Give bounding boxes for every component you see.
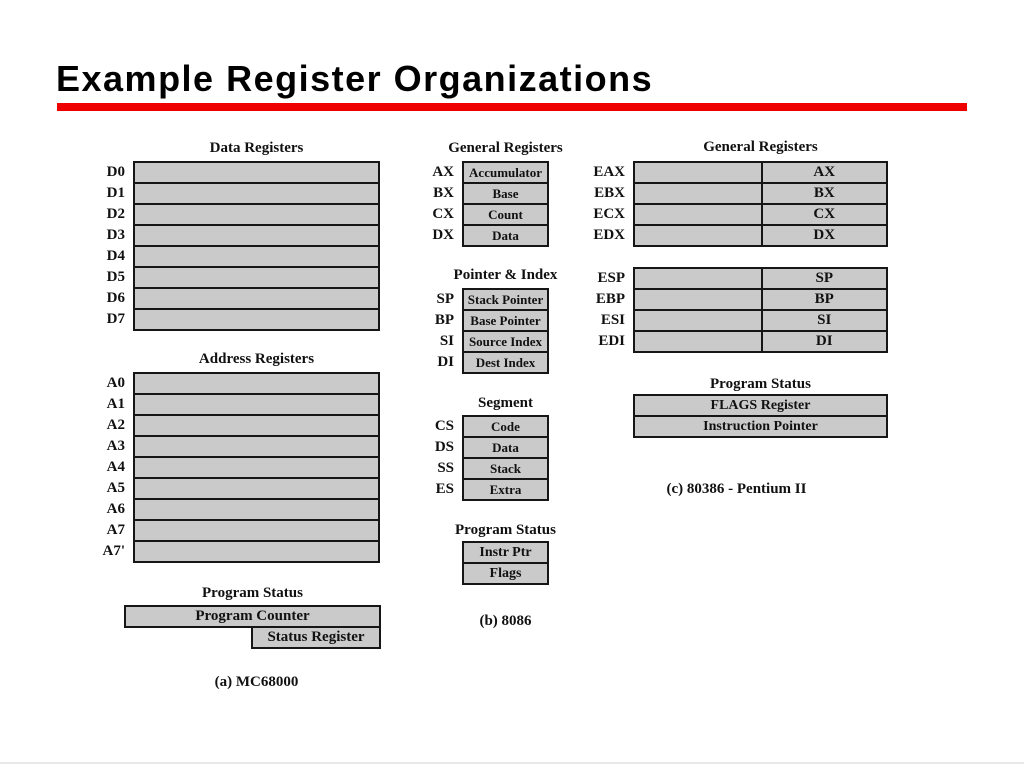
register-name-label: DS xyxy=(434,439,454,455)
register-box xyxy=(633,182,888,205)
register-row xyxy=(425,330,549,353)
caption-8086: (b) 8086 xyxy=(479,613,532,629)
register-box: FLAGS Register xyxy=(633,394,888,417)
i8086-general-registers-group xyxy=(425,161,549,247)
register-name-label: A6 xyxy=(106,501,125,517)
register-row xyxy=(90,245,380,268)
caption-mc68000: (a) MC68000 xyxy=(214,674,299,690)
register-row xyxy=(633,415,888,438)
register-name-label: D3 xyxy=(106,227,125,243)
register-extended-half xyxy=(635,163,761,182)
i80386-general-registers-group xyxy=(585,161,888,247)
register-extended-half xyxy=(635,311,761,330)
program-counter-box: Program Counter xyxy=(124,605,381,628)
address-registers-group xyxy=(90,372,380,563)
register-row xyxy=(585,182,888,205)
register-row xyxy=(90,266,380,289)
register-row xyxy=(585,161,888,184)
register-box xyxy=(133,498,380,521)
register-box xyxy=(633,309,888,332)
register-row xyxy=(462,541,549,564)
register-row xyxy=(425,351,549,374)
slide-title: Example Register Organizations xyxy=(56,58,654,99)
register-box: Accumulator xyxy=(462,161,549,184)
register-box xyxy=(133,266,380,289)
register-name-label: EBX xyxy=(594,185,625,201)
register-name-label: D5 xyxy=(106,269,125,285)
register-box: Code xyxy=(462,415,549,438)
register-name-label: AX xyxy=(432,164,454,180)
i80386-pointer-index-group xyxy=(585,267,888,353)
register-box xyxy=(133,203,380,226)
register-row xyxy=(585,288,888,311)
register-name-label: EAX xyxy=(593,164,625,180)
register-name-label: D7 xyxy=(106,311,125,327)
register-row xyxy=(425,309,549,332)
register-name-label: D6 xyxy=(106,290,125,306)
register-box: Stack xyxy=(462,457,549,480)
register-box xyxy=(133,435,380,458)
i8086-program-status-group xyxy=(462,541,549,585)
register-row xyxy=(585,203,888,226)
register-name-label: ECX xyxy=(593,206,625,222)
register-name-label: SI xyxy=(439,333,454,349)
register-row xyxy=(90,203,380,226)
register-row xyxy=(90,435,380,458)
segment-group xyxy=(425,415,549,501)
register-box: Source Index xyxy=(462,330,549,353)
data-registers-heading: Data Registers xyxy=(209,140,304,156)
register-box xyxy=(133,519,380,542)
register-row xyxy=(425,478,549,501)
register-box xyxy=(133,540,380,563)
register-name-label: CX xyxy=(432,206,454,222)
register-box: Instruction Pointer xyxy=(633,415,888,438)
register-row xyxy=(90,393,380,416)
register-extended-half xyxy=(635,226,761,245)
segment-heading: Segment xyxy=(478,395,533,411)
register-row xyxy=(425,436,549,459)
register-row xyxy=(90,372,380,395)
register-name-label: DX xyxy=(432,227,454,243)
i80386-general-registers-heading: General Registers xyxy=(703,139,818,155)
register-name-label: A5 xyxy=(106,480,125,496)
register-box xyxy=(133,393,380,416)
register-row xyxy=(425,203,549,226)
register-box xyxy=(633,203,888,226)
register-row xyxy=(425,457,549,480)
register-box xyxy=(133,372,380,395)
register-name-label: A4 xyxy=(106,459,125,475)
register-box: Extra xyxy=(462,478,549,501)
register-name-label: DI xyxy=(437,354,454,370)
register-row xyxy=(90,287,380,310)
register-box: Base xyxy=(462,182,549,205)
pointer-index-heading: Pointer & Index xyxy=(453,267,558,283)
title-accent-rule xyxy=(57,103,967,111)
pointer-index-group xyxy=(425,288,549,374)
register-row xyxy=(90,161,380,184)
register-low-half-label: CX xyxy=(761,205,887,224)
register-extended-half xyxy=(635,332,761,351)
register-row xyxy=(90,224,380,247)
register-box: Count xyxy=(462,203,549,226)
status-register-box: Status Register xyxy=(251,626,381,649)
register-box: Dest Index xyxy=(462,351,549,374)
caption-80386-pentium: (c) 80386 - Pentium II xyxy=(666,481,807,497)
register-box xyxy=(633,161,888,184)
register-row xyxy=(90,519,380,542)
register-row xyxy=(425,182,549,205)
register-name-label: A0 xyxy=(106,375,125,391)
register-name-label: ESI xyxy=(600,312,625,328)
register-row xyxy=(90,456,380,479)
register-box: Flags xyxy=(462,562,549,585)
register-name-label: EDI xyxy=(598,333,625,349)
register-box xyxy=(133,456,380,479)
register-row xyxy=(585,224,888,247)
register-name-label: D2 xyxy=(106,206,125,222)
register-box xyxy=(633,267,888,290)
address-registers-heading: Address Registers xyxy=(198,351,315,367)
register-name-label: ESP xyxy=(597,270,625,286)
register-row xyxy=(633,394,888,417)
register-box: Instr Ptr xyxy=(462,541,549,564)
register-name-label: D1 xyxy=(106,185,125,201)
register-row xyxy=(90,414,380,437)
register-name-label: ES xyxy=(435,481,454,497)
register-box: Base Pointer xyxy=(462,309,549,332)
register-row xyxy=(425,224,549,247)
register-name-label: D0 xyxy=(106,164,125,180)
register-box xyxy=(633,330,888,353)
register-name-label: SP xyxy=(436,291,454,307)
register-extended-half xyxy=(635,184,761,203)
i8086-general-registers-heading: General Registers xyxy=(448,140,563,156)
register-extended-half xyxy=(635,205,761,224)
register-box xyxy=(133,182,380,205)
register-box: Data xyxy=(462,436,549,459)
data-registers-group xyxy=(90,161,380,331)
i8086-program-status-heading: Program Status xyxy=(455,522,556,538)
register-row xyxy=(462,562,549,585)
register-box xyxy=(633,288,888,311)
mc68000-program-status-heading: Program Status xyxy=(202,585,303,601)
register-name-label: A3 xyxy=(106,438,125,454)
register-box xyxy=(133,477,380,500)
register-box xyxy=(133,224,380,247)
register-row xyxy=(425,288,549,311)
register-row xyxy=(425,415,549,438)
footer-divider xyxy=(0,762,1024,764)
register-row xyxy=(90,182,380,205)
register-name-label: EBP xyxy=(595,291,625,307)
register-row xyxy=(90,308,380,331)
register-box xyxy=(133,245,380,268)
register-low-half-label: SP xyxy=(761,269,887,288)
register-box xyxy=(133,308,380,331)
register-row xyxy=(425,161,549,184)
i80386-program-status-heading: Program Status xyxy=(710,376,811,392)
register-name-label: EDX xyxy=(593,227,625,243)
register-name-label: A1 xyxy=(106,396,125,412)
register-name-label: D4 xyxy=(106,248,125,264)
register-box: Data xyxy=(462,224,549,247)
register-box xyxy=(133,287,380,310)
register-extended-half xyxy=(635,290,761,309)
register-name-label: BP xyxy=(434,312,454,328)
register-low-half-label: DX xyxy=(761,226,887,245)
register-name-label: A7 xyxy=(106,522,125,538)
register-row xyxy=(585,330,888,353)
i80386-program-status-group xyxy=(633,394,888,438)
register-name-label: SS xyxy=(437,460,454,476)
register-row xyxy=(585,309,888,332)
register-low-half-label: BP xyxy=(761,290,887,309)
register-row xyxy=(90,540,380,563)
register-row xyxy=(90,477,380,500)
register-name-label: CS xyxy=(434,418,454,434)
register-name-label: A7' xyxy=(102,543,125,559)
register-box xyxy=(133,161,380,184)
register-extended-half xyxy=(635,269,761,288)
register-box: Stack Pointer xyxy=(462,288,549,311)
register-name-label: A2 xyxy=(106,417,125,433)
register-low-half-label: AX xyxy=(761,163,887,182)
register-name-label: BX xyxy=(433,185,454,201)
register-low-half-label: BX xyxy=(761,184,887,203)
register-box xyxy=(133,414,380,437)
register-low-half-label: SI xyxy=(761,311,887,330)
register-row xyxy=(90,498,380,521)
register-row xyxy=(585,267,888,290)
register-low-half-label: DI xyxy=(761,332,887,351)
register-box xyxy=(633,224,888,247)
